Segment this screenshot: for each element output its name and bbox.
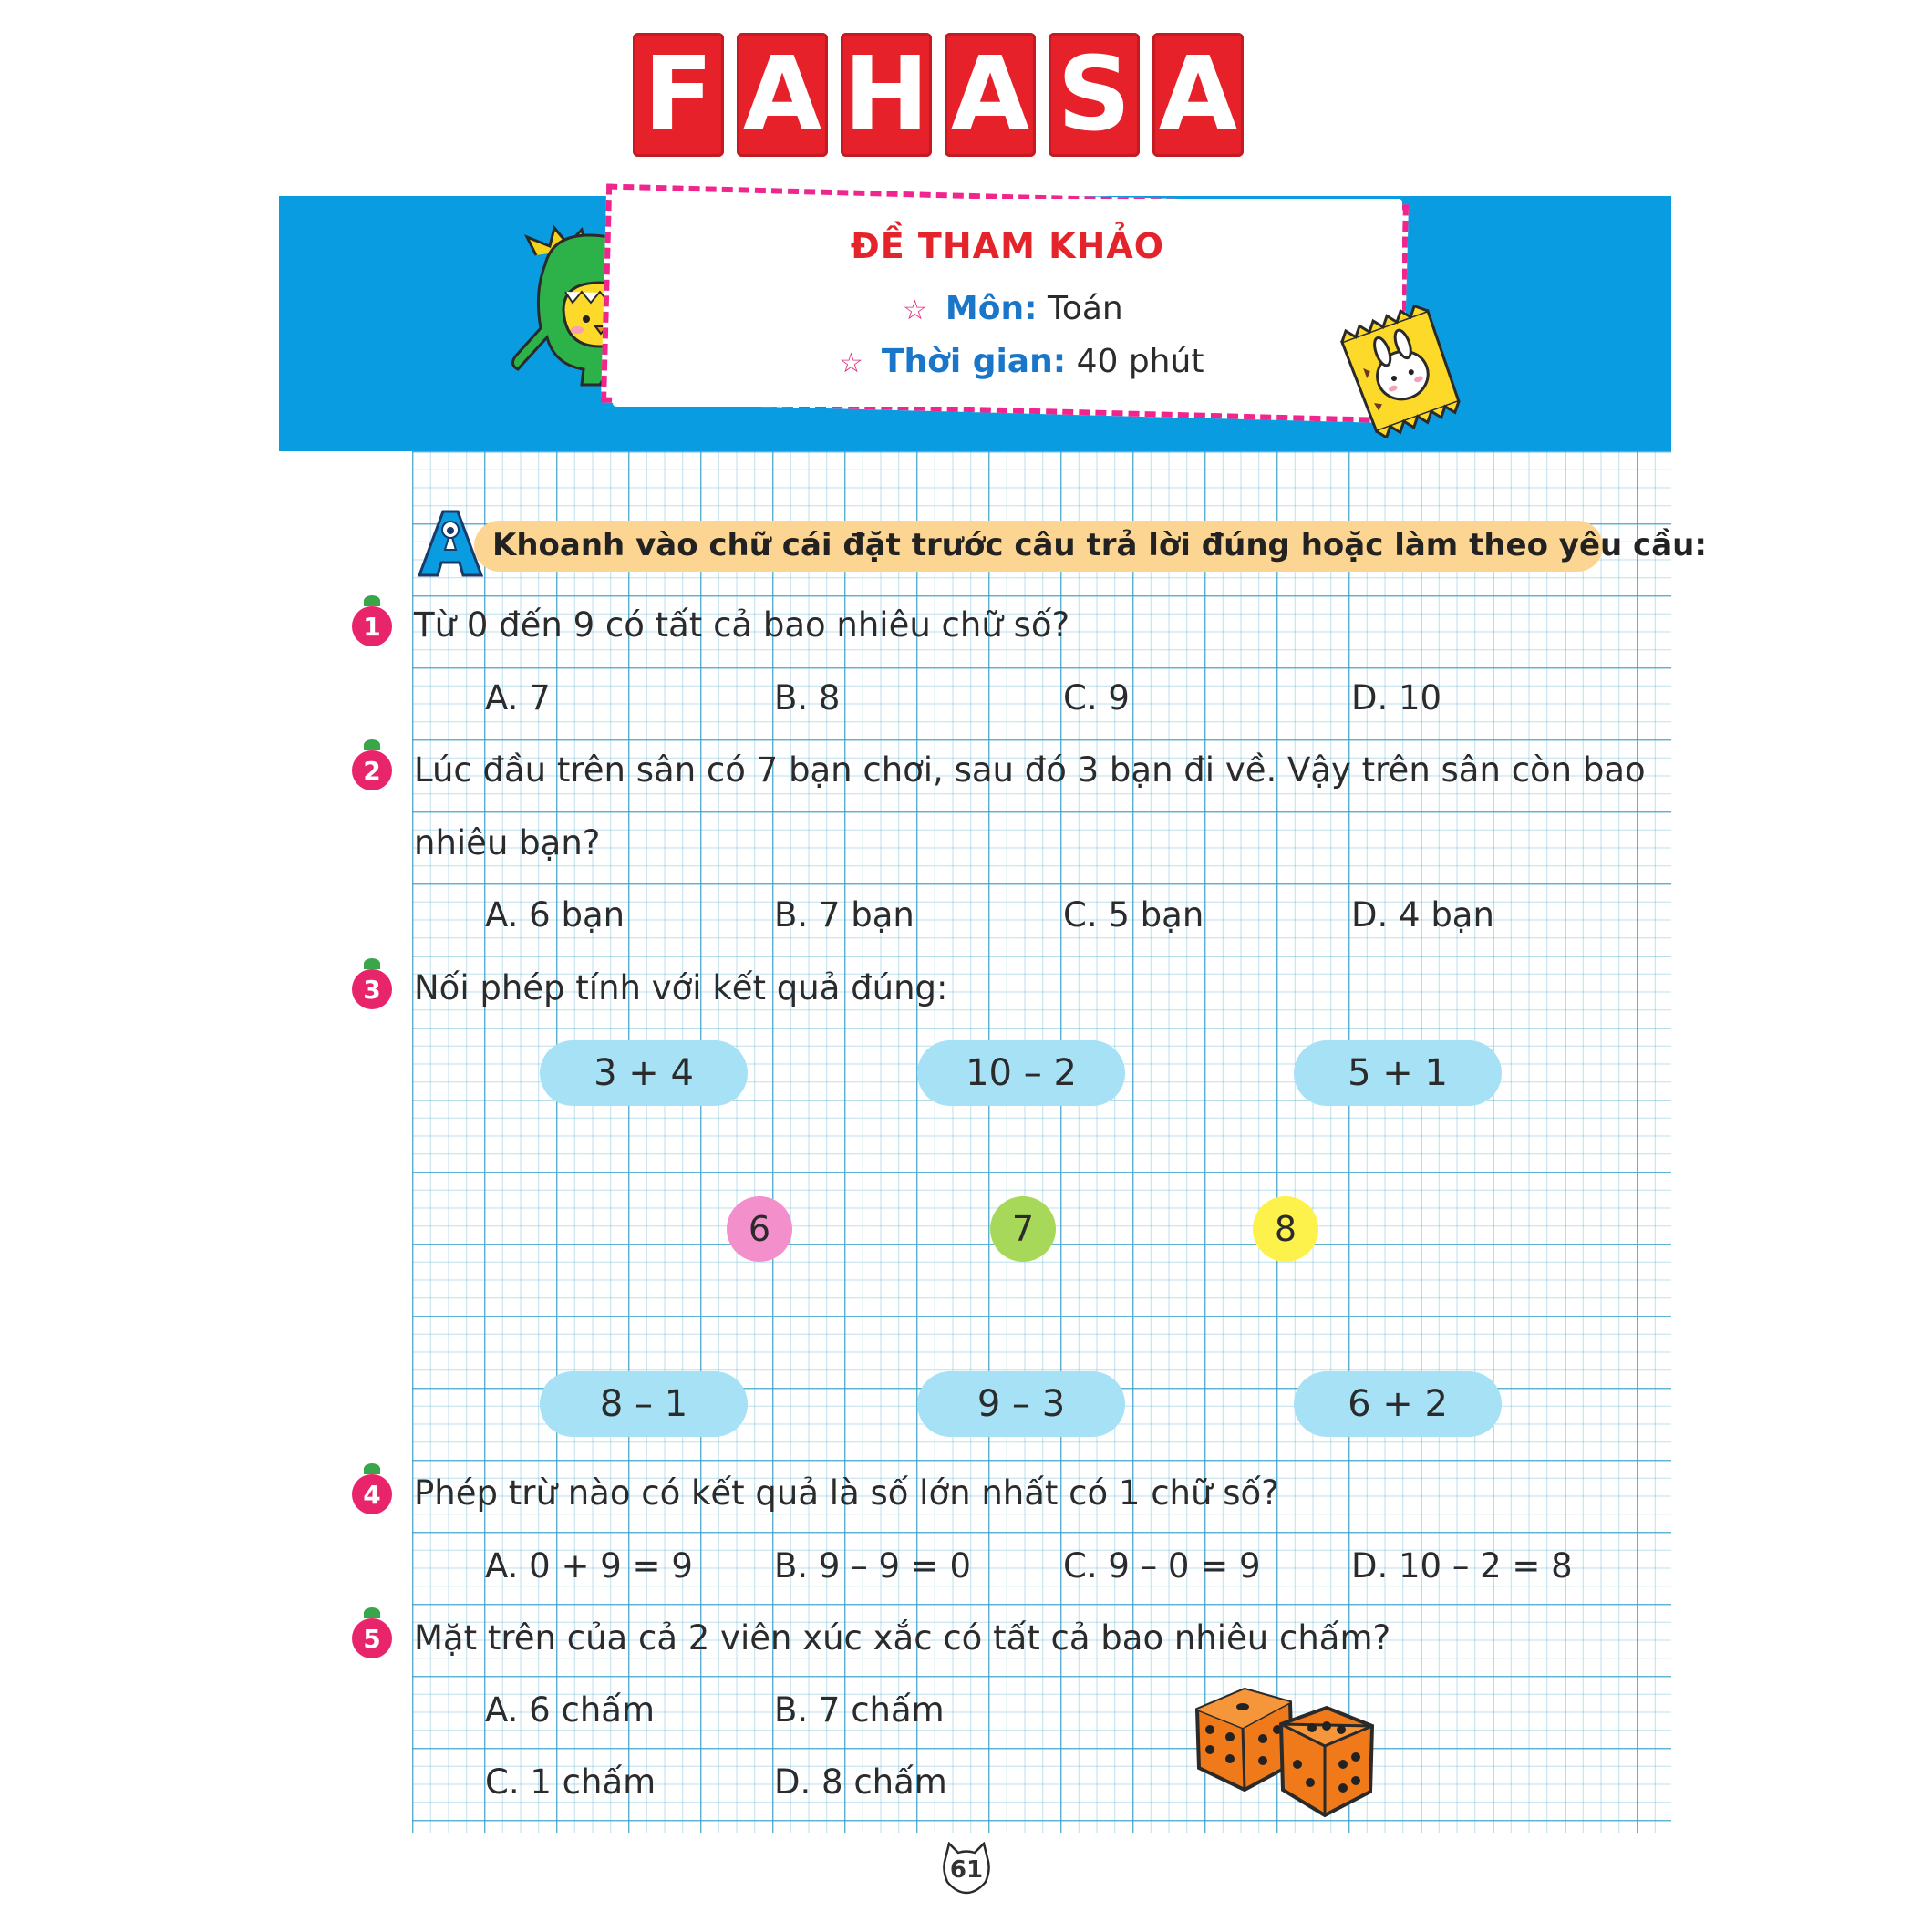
- question-4-text: Phép trừ nào có kết quả là số lớn nhất có 1 chữ số?: [414, 1473, 1279, 1513]
- dice-icon: [1190, 1673, 1390, 1824]
- page-number: 61: [949, 1856, 984, 1884]
- question-number-badge: 2: [352, 750, 392, 790]
- letter-a-monster-icon: [412, 506, 485, 579]
- result-circle[interactable]: 7: [990, 1196, 1056, 1262]
- question-number-badge: 3: [352, 969, 392, 1009]
- q4-option-b[interactable]: B. 9 – 9 = 0: [774, 1546, 972, 1586]
- q4-option-c[interactable]: C. 9 – 0 = 9: [1063, 1546, 1261, 1586]
- time-value: 40 phút: [1076, 343, 1204, 380]
- expression-pill[interactable]: 6 + 2: [1294, 1371, 1502, 1437]
- q4-option-a[interactable]: A. 0 + 9 = 9: [485, 1546, 693, 1586]
- subject-line: [903, 290, 1123, 327]
- subject-value: Toán: [1047, 290, 1123, 327]
- question-number-badge: 5: [352, 1618, 392, 1658]
- logo-letter: H: [841, 33, 932, 157]
- q1-option-a[interactable]: A. 7: [485, 678, 551, 718]
- logo-letter: A: [945, 33, 1036, 157]
- subject-label: Môn:: [945, 290, 1038, 327]
- question-2-text-continued: nhiêu bạn?: [414, 823, 601, 863]
- section-instruction: Khoanh vào chữ cái đặt trước câu trả lời đúng hoặc làm theo yêu cầu:: [492, 527, 1707, 563]
- logo-letter: A: [1152, 33, 1244, 157]
- q2-option-a[interactable]: A. 6 bạn: [485, 895, 625, 935]
- fahasa-logo: [633, 33, 1244, 157]
- logo-letter: S: [1049, 33, 1140, 157]
- q1-option-c[interactable]: C. 9: [1063, 678, 1130, 718]
- bunny-snack-icon: [1337, 301, 1464, 438]
- q5-option-d[interactable]: D. 8 chấm: [774, 1762, 947, 1802]
- q2-option-b[interactable]: B. 7 bạn: [774, 895, 914, 935]
- result-circle[interactable]: 8: [1253, 1196, 1318, 1262]
- question-number-badge: 4: [352, 1474, 392, 1514]
- q2-option-c[interactable]: C. 5 bạn: [1063, 895, 1204, 935]
- star-icon: ☆: [903, 294, 927, 326]
- page-title: ĐỀ THAM KHẢO: [850, 226, 1165, 266]
- q4-option-d[interactable]: D. 10 – 2 = 8: [1351, 1546, 1573, 1586]
- q2-option-d[interactable]: D. 4 bạn: [1351, 895, 1494, 935]
- question-5-text: Mặt trên của cả 2 viên xúc xắc có tất cả bao nhiêu chấm?: [414, 1618, 1391, 1658]
- q1-option-b[interactable]: B. 8: [774, 678, 841, 718]
- question-3-text: Nối phép tính với kết quả đúng:: [414, 968, 948, 1007]
- result-circle[interactable]: 6: [727, 1196, 792, 1262]
- logo-letter: A: [737, 33, 828, 157]
- question-number-badge: 1: [352, 606, 392, 646]
- q1-option-d[interactable]: D. 10: [1351, 678, 1442, 718]
- time-line: [839, 343, 1204, 380]
- q5-option-b[interactable]: B. 7 chấm: [774, 1690, 945, 1730]
- logo-letter: F: [633, 33, 724, 157]
- expression-pill[interactable]: 3 + 4: [540, 1040, 748, 1106]
- question-1-text: Từ 0 đến 9 có tất cả bao nhiêu chữ số?: [414, 605, 1070, 645]
- expression-pill[interactable]: 5 + 1: [1294, 1040, 1502, 1106]
- star-icon: ☆: [839, 347, 863, 379]
- question-2-text: Lúc đầu trên sân có 7 bạn chơi, sau đó 3 bạn đi về. Vậy trên sân còn bao: [414, 750, 1646, 790]
- time-label: Thời gian:: [881, 343, 1067, 380]
- q5-option-a[interactable]: A. 6 chấm: [485, 1690, 655, 1730]
- expression-pill[interactable]: 9 – 3: [917, 1371, 1125, 1437]
- expression-pill[interactable]: 10 – 2: [917, 1040, 1125, 1106]
- expression-pill[interactable]: 8 – 1: [540, 1371, 748, 1437]
- q5-option-c[interactable]: C. 1 chấm: [485, 1762, 656, 1802]
